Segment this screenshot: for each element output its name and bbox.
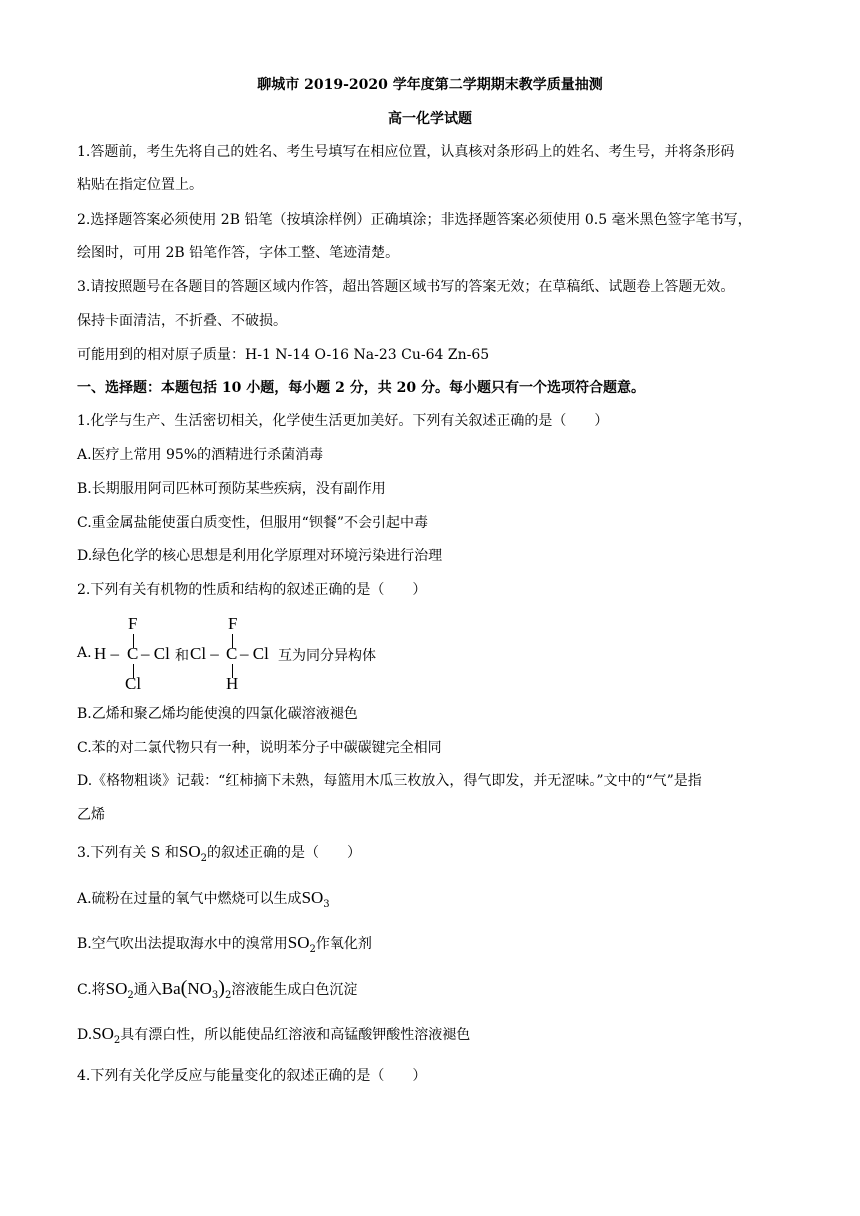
text: 3.下列有关 S 和 [77, 845, 179, 861]
text: D. [77, 1027, 93, 1043]
subscript: 3 [211, 990, 219, 1001]
formula-so2: SO [92, 1024, 114, 1043]
paren: ( [180, 977, 188, 999]
q1-stem: 1.化学与生产、生活密切相关，化学使生活更加美好。下列有关叙述正确的是（ ） [77, 413, 609, 429]
formula-so2: SO [287, 933, 310, 952]
q1-option-b: B.长期服用阿司匹林可预防某些疾病，没有副作用 [77, 481, 386, 497]
exam-title: 聊城市 2019-2020 学年度第二学期期末教学质量抽测 [257, 77, 603, 93]
conjunction: 和 [175, 648, 189, 664]
q3-option-a [77, 888, 330, 911]
text: 溶液能生成白色沉淀 [231, 982, 358, 998]
q4-stem: 4.下列有关化学反应与能量变化的叙述正确的是（ ） [77, 1068, 427, 1084]
q1-option-d: D.绿色化学的核心思想是利用化学原理对环境污染进行治理 [77, 548, 443, 564]
instruction-line: 2.选择题答案必须使用 2B 铅笔（按填涂样例）正确填涂；非选择题答案必须使用 0.5 毫米黑色签字笔书写， [77, 212, 752, 228]
exam-subtitle: 高一化学试题 [388, 111, 472, 127]
subscript: 2 [224, 990, 232, 1001]
formula-no3: NO [187, 979, 212, 998]
atom-cl: Cl [125, 674, 142, 693]
q3-option-c [77, 978, 357, 1002]
subscript: 2 [127, 990, 134, 1001]
q2-option-d-cont: 乙烯 [77, 807, 105, 823]
formula-so3: SO [301, 888, 324, 907]
atom-c: C [127, 644, 139, 663]
atom-f: F [128, 614, 138, 633]
text: C.将 [77, 982, 106, 998]
instruction-line: 3.请按照题号在各题目的答题区域内作答，超出答题区域书写的答案无效；在草稿纸、试题卷上答题无效。 [77, 279, 735, 295]
subscript: 2 [113, 1035, 121, 1046]
q2-stem: 2.下列有关有机物的性质和结构的叙述正确的是（ ） [77, 582, 427, 598]
subscript: 2 [309, 944, 316, 955]
q2-option-c: C.苯的对二氯代物只有一种，说明苯分子中碳碳键完全相同 [77, 740, 442, 756]
formula-so2: SO [178, 842, 201, 861]
text: A.硫粉在过量的氧气中燃烧可以生成 [77, 891, 302, 907]
bond-cl: – Cl [141, 644, 170, 663]
q3-option-d [77, 1024, 470, 1047]
paren: ) [218, 977, 225, 999]
atom-c: C [226, 644, 238, 663]
q2-option-d: D.《格物粗谈》记载：“红柿摘下未熟，每篮用木瓜三枚放入，得气即发，并无涩味。”文中的“气”是指 [77, 773, 702, 789]
bond-cl: – Cl [240, 644, 269, 663]
instruction-line: 绘图时，可用 2B 铅笔作答，字体工整、笔迹清楚。 [77, 245, 400, 261]
section-heading: 一、选择题：本题包括 10 小题，每小题 2 分，共 20 分。每小题只有一个选项符合题意。 [77, 380, 645, 396]
cl-bond: Cl – [190, 644, 219, 663]
subscript: 3 [323, 899, 330, 910]
q2-option-b: B.乙烯和聚乙烯均能使溴的四氯化碳溶液褪色 [77, 706, 358, 722]
q1-option-c: C.重金属盐能使蛋白质变性，但服用“钡餐”不会引起中毒 [77, 515, 428, 531]
atomic-masses: 可能用到的相对原子质量：H-1 N-14 O-16 Na-23 Cu-64 Zn-65 [77, 347, 490, 363]
atom-h-bond: H – [94, 644, 120, 663]
atom-f: F [228, 614, 238, 633]
instruction-line: 保持卡面清洁，不折叠、不破损。 [77, 313, 287, 329]
q3-option-b [77, 933, 372, 956]
text: 通入 [133, 982, 162, 998]
instruction-line: 1.答题前，考生先将自己的姓名、考生号填写在相应位置，认真核对条形码上的姓名、考生号，并将条形码 [77, 144, 735, 160]
formula-so2: SO [105, 979, 128, 998]
q3-stem [77, 842, 361, 865]
q2-option-a-structures [77, 614, 497, 694]
text: 的叙述正确的是（ ） [206, 845, 361, 861]
q1-option-a: A.医疗上常用 95%的酒精进行杀菌消毒 [77, 447, 324, 463]
formula-ba: Ba [161, 979, 181, 998]
option-a-text: 互为同分异构体 [278, 648, 376, 664]
instruction-line: 粘贴在指定位置上。 [77, 177, 203, 193]
subscript: 2 [200, 853, 207, 864]
text: B.空气吹出法提取海水中的溴常用 [77, 936, 288, 952]
text: 具有漂白性，所以能使品红溶液和高锰酸钾酸性溶液褪色 [120, 1027, 471, 1043]
option-label: A. [77, 645, 92, 661]
text: 作氧化剂 [315, 936, 372, 952]
atom-h: H [226, 674, 239, 693]
